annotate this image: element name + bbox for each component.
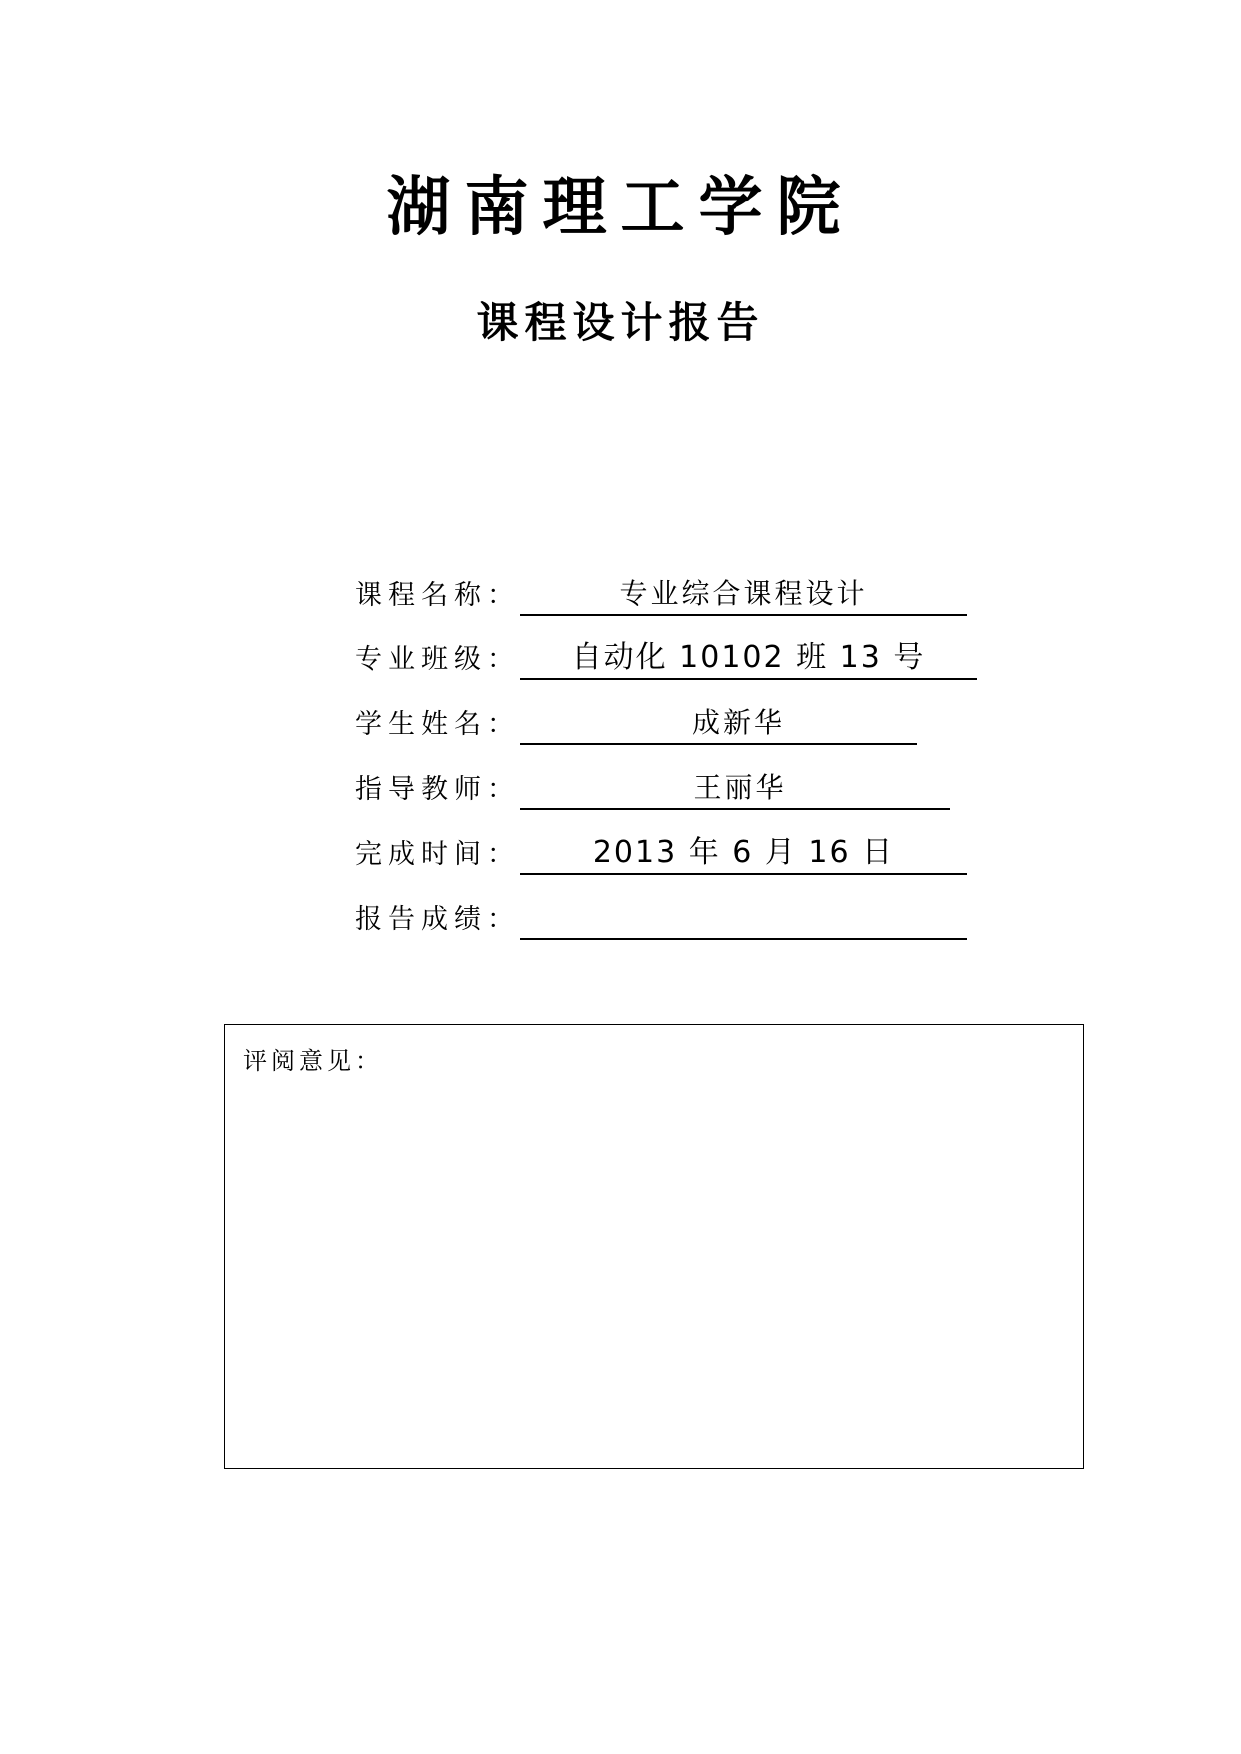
review-comment-label: 评阅意见： — [243, 1047, 383, 1075]
completion-time-value: 2013 年 6 月 16 日 — [592, 835, 895, 870]
advisor-field[interactable] — [520, 766, 950, 810]
report-grade-label: 报告成绩： — [355, 904, 520, 935]
advisor-value: 王丽华 — [693, 771, 787, 804]
major-class-value: 自动化 10102 班 13 号 — [571, 640, 926, 675]
course-name-value: 专业综合课程设计 — [619, 577, 868, 610]
review-comment-box[interactable] — [224, 1024, 1084, 1469]
course-name-field[interactable] — [520, 572, 967, 616]
advisor-label: 指导教师： — [355, 774, 520, 805]
major-class-label: 专业班级： — [355, 644, 520, 675]
completion-time-field[interactable] — [520, 831, 967, 875]
course-name-label: 课程名称： — [355, 580, 520, 611]
report-grade-field[interactable] — [520, 896, 967, 940]
student-name-field[interactable] — [520, 701, 917, 745]
completion-time-label: 完成时间： — [355, 839, 520, 870]
school-name: 湖南理工学院 — [386, 170, 855, 245]
student-name-value: 成新华 — [691, 706, 785, 739]
report-title: 课程设计报告 — [476, 298, 765, 347]
student-name-label: 学生姓名： — [355, 709, 520, 740]
major-class-field[interactable] — [520, 636, 977, 680]
